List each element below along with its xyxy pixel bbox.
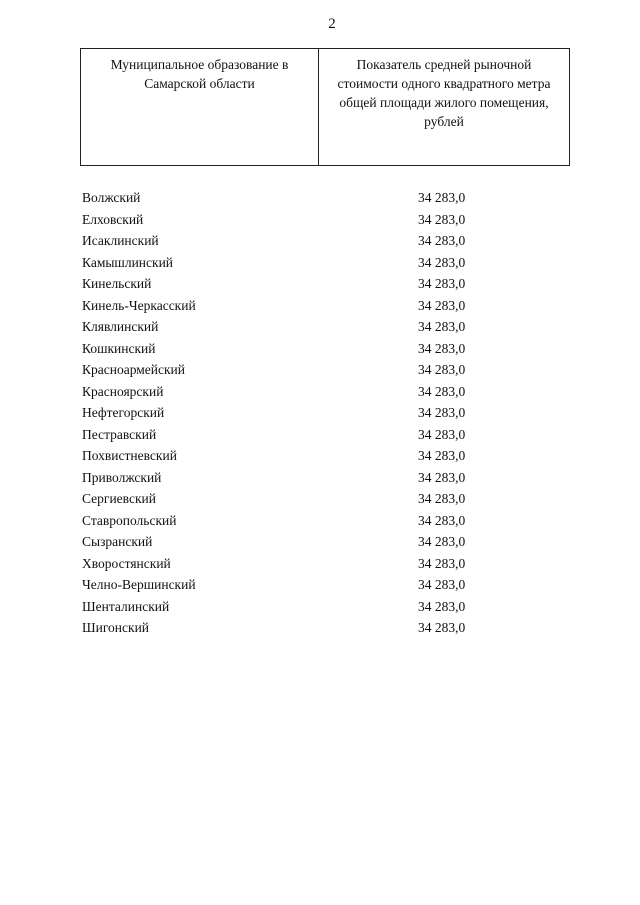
- price-value: 34 283,0: [418, 233, 466, 248]
- table-row: [82, 488, 562, 510]
- municipality-name: Кошкинский: [82, 340, 156, 356]
- table-row: [82, 359, 562, 381]
- price-value: 34 283,0: [418, 534, 466, 549]
- municipality-name: Красноярский: [82, 383, 164, 399]
- price-value: 34 283,0: [418, 190, 466, 205]
- table-row: [82, 402, 562, 424]
- page-number: 2: [328, 16, 336, 32]
- price-value: 34 283,0: [418, 319, 466, 334]
- header-municipality: Муниципальное образование в Самарской области: [81, 49, 319, 165]
- municipality-name: Челно-Вершинский: [82, 577, 196, 592]
- municipality-name: Ставропольский: [82, 512, 177, 528]
- table-row: [82, 316, 562, 338]
- table-row: [82, 553, 562, 575]
- table-row: [82, 381, 562, 403]
- price-value: 34 283,0: [418, 276, 466, 291]
- municipality-name: Исаклинский: [82, 233, 159, 248]
- price-value: 34 283,0: [418, 405, 466, 420]
- price-value: 34 283,0: [418, 448, 466, 463]
- table-header: [80, 48, 570, 166]
- municipality-name: Волжский: [82, 190, 141, 205]
- table-row: [82, 230, 562, 252]
- municipality-name: Камышлинский: [82, 254, 174, 270]
- municipality-name: Елховский: [82, 211, 144, 227]
- table-row: [82, 209, 562, 231]
- municipality-name: Похвистневский: [82, 448, 177, 463]
- price-value: 34 283,0: [418, 469, 466, 485]
- price-value: 34 283,0: [418, 297, 466, 313]
- municipality-name: Пестравский: [82, 426, 157, 442]
- municipality-name: Шенталинский: [82, 598, 170, 614]
- price-value: 34 283,0: [418, 383, 466, 399]
- municipality-name: Красноармейский: [82, 362, 186, 377]
- table-row: [82, 424, 562, 446]
- municipality-name: Кинель-Черкасский: [82, 297, 196, 313]
- municipality-name: Сергиевский: [82, 491, 156, 506]
- table-row: [82, 574, 562, 596]
- table-row: [82, 510, 562, 532]
- price-value: 34 283,0: [418, 254, 466, 270]
- table-row: [82, 295, 562, 317]
- price-value: 34 283,0: [418, 426, 466, 442]
- price-value: 34 283,0: [418, 598, 466, 614]
- table-row: [82, 617, 562, 639]
- municipality-name: Приволжский: [82, 469, 162, 485]
- price-value: 34 283,0: [418, 362, 466, 377]
- header-indicator: Показатель средней рыночной стоимости одного квадратного метра общей площади жилого помещения, рублей: [337, 57, 551, 129]
- price-value: 34 283,0: [418, 211, 466, 227]
- table-row: [82, 467, 562, 489]
- price-value: 34 283,0: [418, 512, 466, 528]
- municipality-name: Нефтегорский: [82, 405, 165, 420]
- municipality-name: Шигонский: [82, 620, 150, 635]
- municipality-name: Кинельский: [82, 276, 152, 291]
- table-body: [82, 187, 562, 639]
- price-value: 34 283,0: [418, 340, 466, 356]
- municipality-name: Клявлинский: [82, 319, 159, 334]
- table-row: [82, 531, 562, 553]
- municipality-name: Хворостянский: [82, 555, 171, 571]
- table-row: [82, 445, 562, 467]
- table-row: [82, 187, 562, 209]
- table-row: [82, 338, 562, 360]
- price-value: 34 283,0: [418, 577, 466, 592]
- price-value: 34 283,0: [418, 620, 466, 635]
- table-row: [82, 596, 562, 618]
- table-row: [82, 252, 562, 274]
- price-value: 34 283,0: [418, 491, 466, 506]
- municipality-name: Сызранский: [82, 534, 153, 549]
- table-row: [82, 273, 562, 295]
- price-value: 34 283,0: [418, 555, 466, 571]
